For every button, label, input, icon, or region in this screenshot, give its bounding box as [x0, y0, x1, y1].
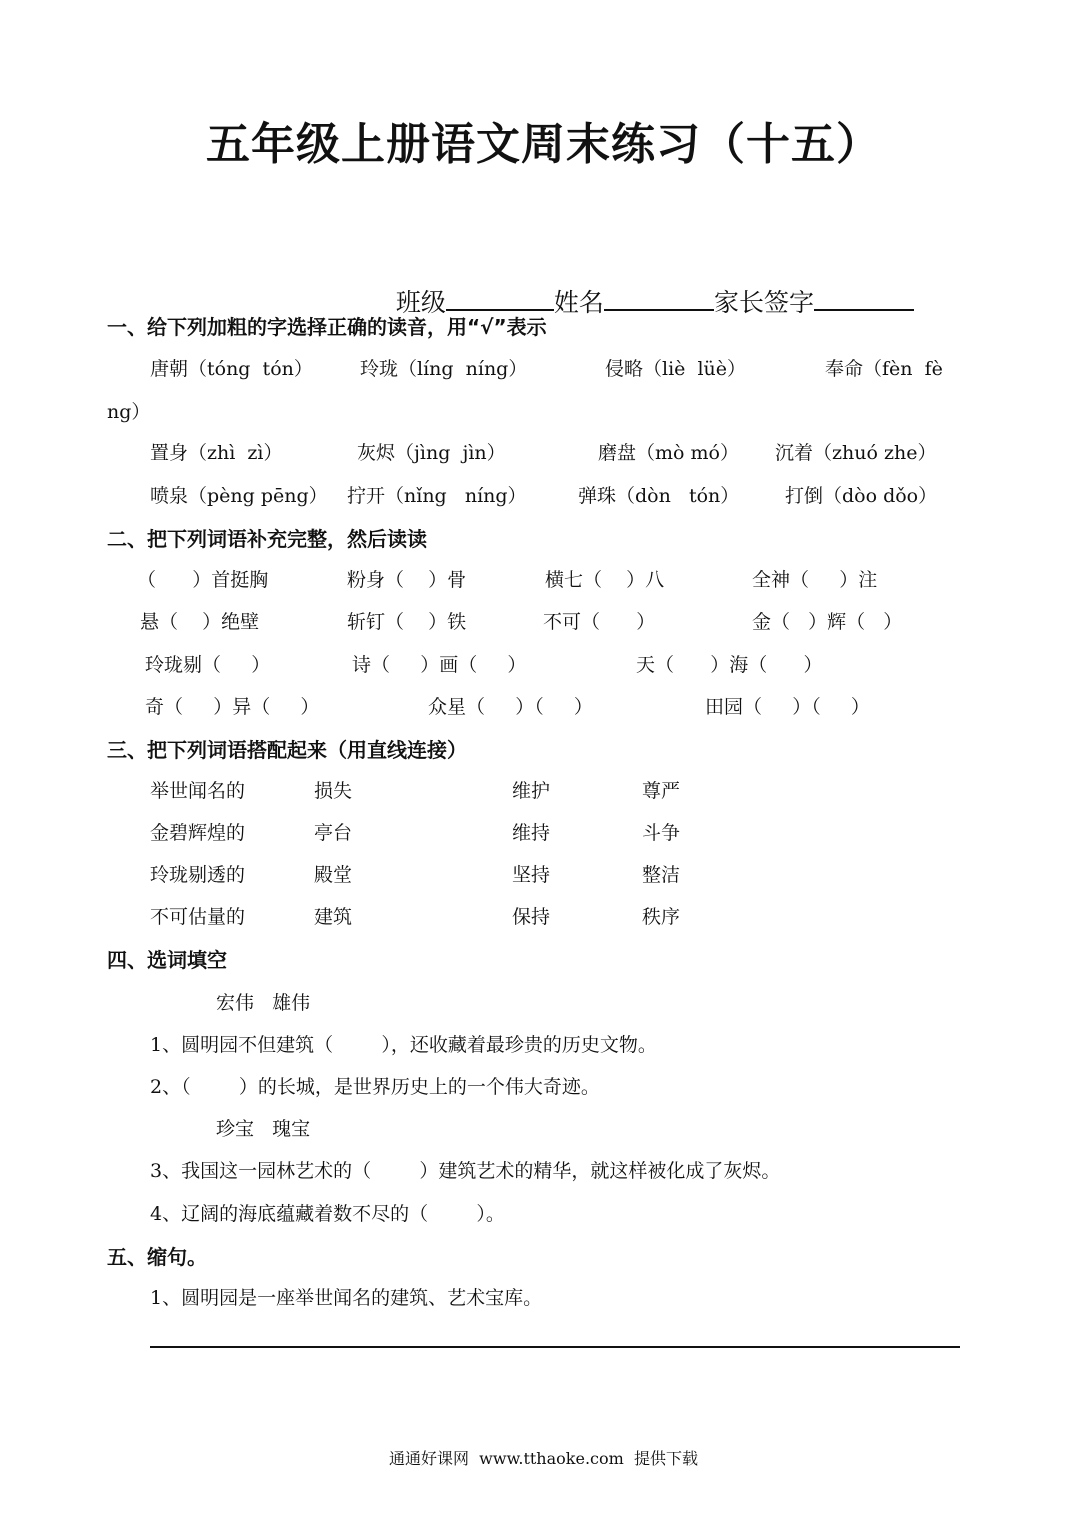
match-word[interactable]: 不可估量的 — [150, 906, 246, 928]
pinyin-item: 侵略（liè lüè） — [605, 358, 747, 380]
match-word[interactable]: 亭台 — [314, 822, 353, 844]
footer-credit: 通通好课网 www.tthaoke.com 提供下载 — [389, 1449, 698, 1468]
idiom-fill-item[interactable]: 斩钉（ ）铁 — [347, 611, 467, 633]
section-5-heading: 五、缩句。 — [107, 1245, 207, 1269]
shorten-question: 1、圆明园是一座举世闻名的建筑、艺术宝库。 — [150, 1287, 543, 1309]
idiom-fill-item[interactable]: 天（ ）海（ ） — [636, 654, 823, 676]
idiom-fill-item[interactable]: 横七（ ）八 — [545, 569, 665, 591]
section-3-heading: 三、把下列词语搭配起来（用直线连接） — [107, 738, 467, 762]
name-label: 姓名 — [553, 288, 604, 317]
idiom-fill-item[interactable]: 众星（ ）（ ） — [428, 696, 593, 718]
word-choice-group: 珍宝 瑰宝 — [216, 1118, 311, 1140]
idiom-fill-item[interactable]: 不可（ ） — [543, 611, 656, 633]
answer-line[interactable] — [150, 1346, 960, 1348]
match-word[interactable]: 斗争 — [642, 822, 681, 844]
section-1-heading: 一、给下列加粗的字选择正确的读音，用“√”表示 — [107, 315, 547, 339]
idiom-fill-item[interactable]: 悬（ ）绝壁 — [140, 611, 260, 633]
section-2-heading: 二、把下列词语补充完整，然后读读 — [107, 527, 427, 551]
match-word[interactable]: 殿堂 — [314, 864, 353, 886]
pinyin-item: 磨盘（mò mó） — [598, 442, 739, 464]
pinyin-item: 弹珠（dòn tón） — [578, 485, 740, 507]
idiom-fill-item[interactable]: 奇（ ）异（ ） — [145, 696, 320, 718]
idiom-fill-item[interactable]: 全神（ ）注 — [752, 569, 878, 591]
class-label: 班级 — [395, 288, 446, 317]
match-word[interactable]: 坚持 — [512, 864, 551, 886]
match-word[interactable]: 维持 — [512, 822, 551, 844]
idiom-fill-item[interactable]: 田园（ ）（ ） — [705, 696, 870, 718]
idiom-fill-item[interactable]: （ ）首挺胸 — [137, 569, 269, 591]
pinyin-item: 唐朝（tóng tón） — [150, 358, 313, 380]
fill-question[interactable]: 2、（ ）的长城，是世界历史上的一个伟大奇迹。 — [150, 1076, 600, 1098]
parent-signature-label: 家长签字 — [713, 288, 814, 317]
name-blank[interactable] — [604, 285, 714, 311]
match-word[interactable]: 金碧辉煌的 — [150, 822, 246, 844]
match-word[interactable]: 维护 — [512, 780, 551, 802]
match-word[interactable]: 举世闻名的 — [150, 780, 246, 802]
idiom-fill-item[interactable]: 玲珑剔（ ） — [145, 654, 271, 676]
student-info-line — [380, 254, 914, 319]
pinyin-item: 打倒（dòo dǒo） — [785, 485, 938, 507]
match-word[interactable]: 秩序 — [642, 906, 681, 928]
class-blank[interactable] — [446, 285, 554, 311]
fill-question[interactable]: 4、辽阔的海底蕴藏着数不尽的（ ）。 — [150, 1203, 505, 1225]
idiom-fill-item[interactable]: 粉身（ ）骨 — [347, 569, 467, 591]
pinyin-item: 拧开（nǐng níng） — [347, 485, 527, 507]
page-title: 五年级上册语文周末练习（十五） — [206, 119, 881, 170]
match-word[interactable]: 建筑 — [314, 906, 353, 928]
match-word[interactable]: 尊严 — [642, 780, 681, 802]
pinyin-item: 奉命（fèn fè — [825, 358, 943, 380]
pinyin-item: 置身（zhì zì） — [150, 442, 283, 464]
section-4-heading: 四、选词填空 — [107, 948, 227, 972]
parent-signature-blank[interactable] — [814, 285, 914, 311]
pinyin-item: ng） — [107, 401, 151, 423]
word-choice-group: 宏伟 雄伟 — [216, 992, 311, 1014]
fill-question[interactable]: 3、我国这一园林艺术的（ ）建筑艺术的精华，就这样被化成了灰烬。 — [150, 1160, 781, 1182]
fill-question[interactable]: 1、圆明园不但建筑（ ），还收藏着最珍贵的历史文物。 — [150, 1034, 657, 1056]
pinyin-item: 喷泉（pèng pēng） — [150, 485, 328, 507]
match-word[interactable]: 损失 — [314, 780, 353, 802]
match-word[interactable]: 整洁 — [642, 864, 681, 886]
pinyin-item: 沉着（zhuó zhe） — [775, 442, 937, 464]
idiom-fill-item[interactable]: 诗（ ）画（ ） — [352, 654, 527, 676]
match-word[interactable]: 保持 — [512, 906, 551, 928]
idiom-fill-item[interactable]: 金（ ）辉（ ） — [752, 611, 903, 633]
pinyin-item: 灰烬（jìng jìn） — [357, 442, 506, 464]
pinyin-item: 玲珑（líng níng） — [360, 358, 528, 380]
match-word[interactable]: 玲珑剔透的 — [150, 864, 246, 886]
